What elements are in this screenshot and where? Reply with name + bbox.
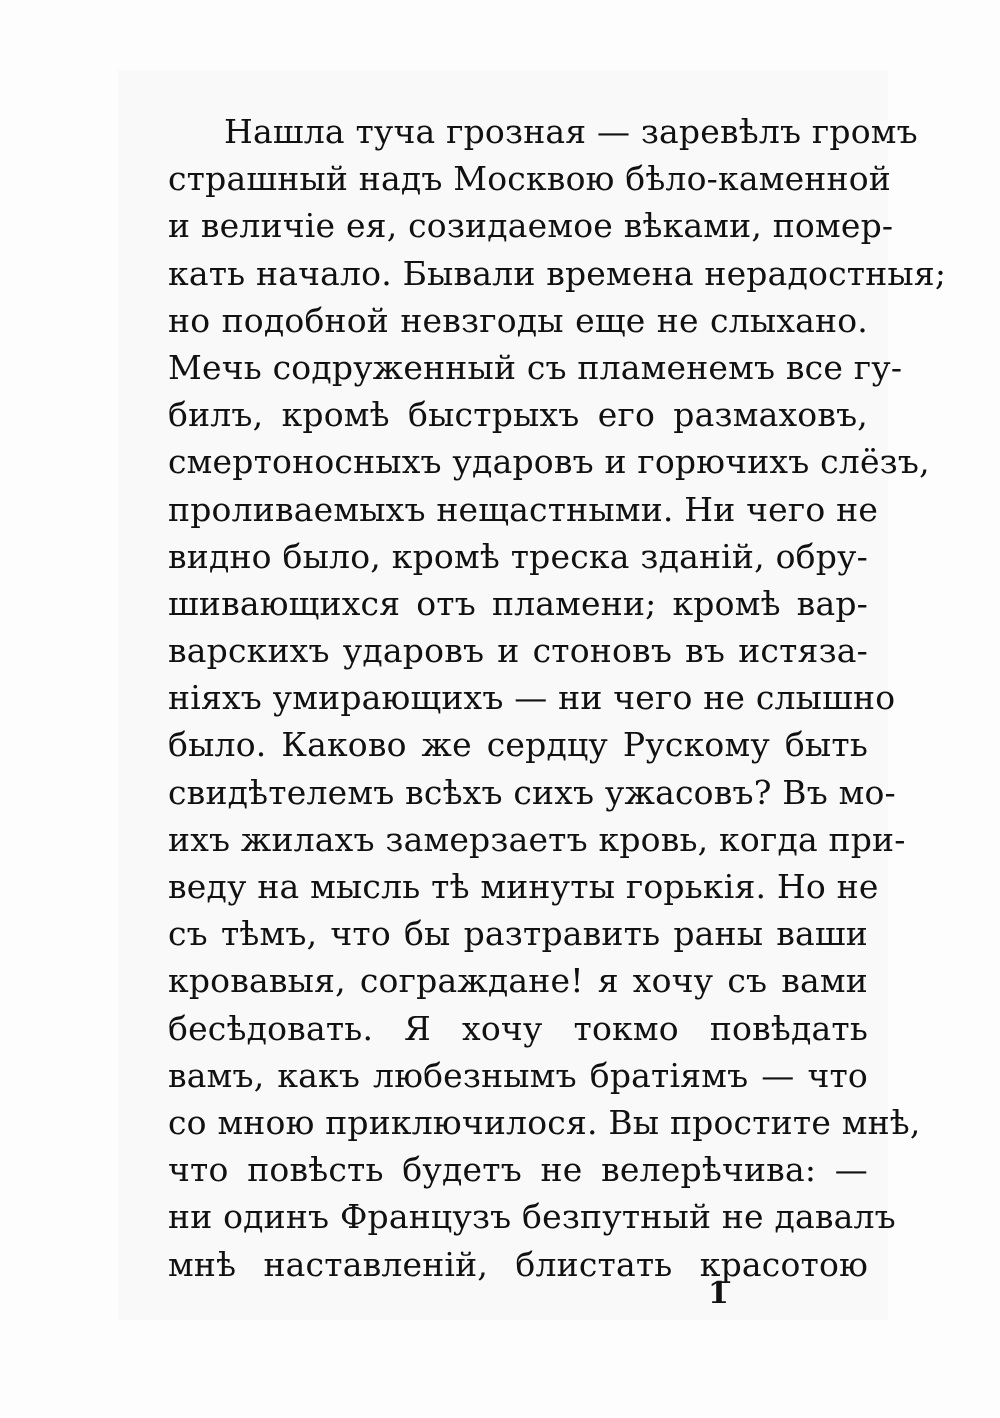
text-line-22: со мною приключилося. Вы простите мнѣ, (168, 1102, 921, 1142)
text-line-17: веду на мысль тѣ минуты горькія. Но не (168, 867, 879, 906)
text-line-12: варскихъ ударовъ и стоновъ въ истяза- (168, 631, 868, 671)
text-line-13: ніяхъ умирающихъ — ни чего не слышно (168, 678, 896, 718)
text-line-14: было. Каково же сердцу Рускому быть (168, 725, 868, 765)
text-line-5: но подобной невзгоды еще не слыхано. (168, 300, 868, 340)
page-number: 1 (708, 1276, 729, 1311)
text-line-1: Нашла туча грозная — заревѣлъ громъ (224, 112, 918, 151)
text-line-21: вамъ, какъ любезнымъ братіямъ — что (168, 1055, 868, 1095)
text-line-20: бесѣдовать. Я хочу токмо повѣдать (168, 1008, 868, 1048)
text-line-25: мнѣ наставленій, блистать красотою (168, 1244, 868, 1284)
text-line-3: и величіе ея, созидаемое вѣками, помер- (168, 206, 894, 246)
text-line-2: страшный надъ Москвою бѣло-каменной (168, 159, 891, 199)
text-line-15: свидѣтелемъ всѣхъ сихъ ужасовъ? Въ мо- (168, 772, 896, 812)
text-line-16: ихъ жилахъ замерзаетъ кровь, когда при- (168, 819, 906, 859)
text-line-19: кровавыя, сограждане! я хочу съ вами (168, 961, 868, 1001)
text-line-8: смертоносныхъ ударовъ и горючихъ слёзъ, (168, 442, 930, 482)
text-line-24: ни одинъ Французъ безпутный не давалъ (168, 1197, 896, 1237)
text-line-9: проливаемыхъ нещастными. Ни чего не (168, 489, 879, 529)
text-line-11: шивающихся отъ пламени; кромѣ вар- (168, 583, 868, 623)
body-text (168, 108, 947, 1288)
text-line-7: билъ, кромѣ быстрыхъ его размаховъ, (168, 395, 868, 435)
text-line-18: съ тѣмъ, что бы разтравить раны ваши (168, 914, 868, 954)
text-line-10: видно было, кромѣ треска зданій, обру- (168, 536, 868, 576)
text-line-23: что повѣсть будетъ не велерѣчива: — (168, 1150, 868, 1190)
text-line-4: кать начало. Бывали времена нерадостныя; (168, 253, 947, 293)
text-line-6: Мечь содруженный съ пламенемъ все гу- (168, 347, 903, 387)
